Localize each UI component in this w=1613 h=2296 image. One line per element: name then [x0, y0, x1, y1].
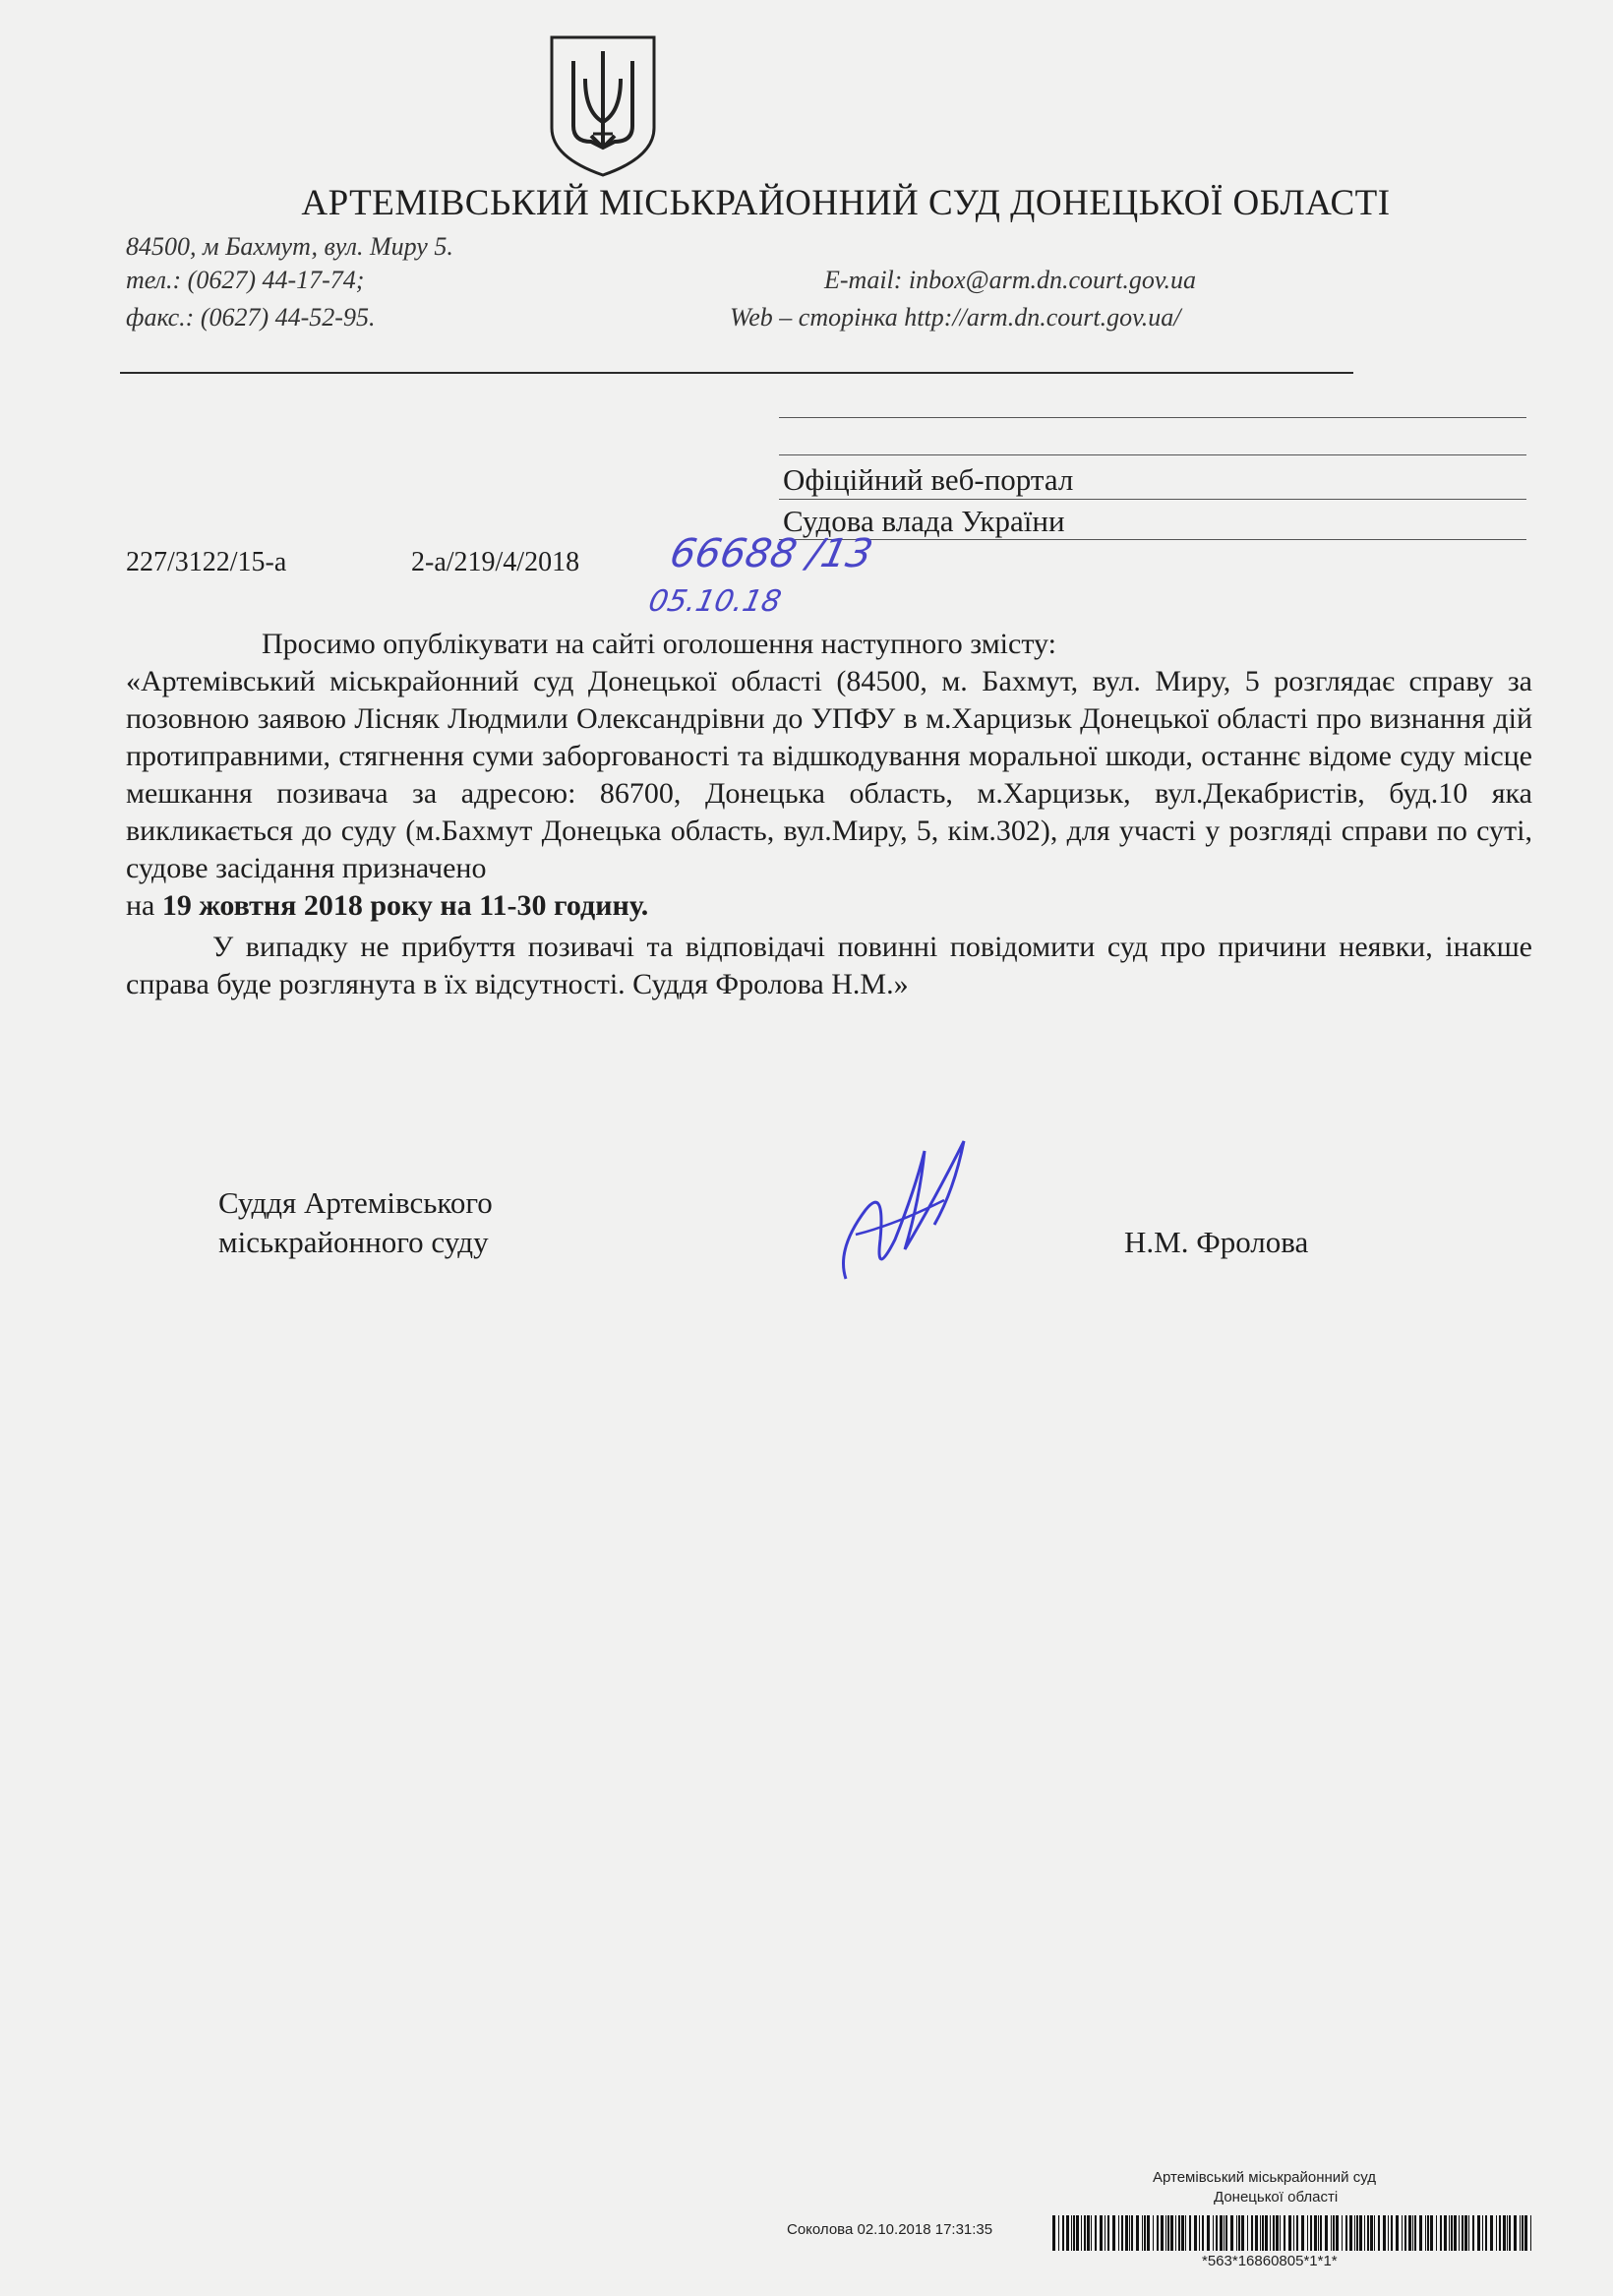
barcode-icon	[1052, 2215, 1534, 2251]
hearing-date-time: 19 жовтня 2018 року на 11-30 годину.	[161, 889, 649, 922]
judge-title-line2: міськрайонного суду	[218, 1225, 489, 1259]
recipient-line-4	[779, 539, 1526, 540]
recipient-line-3	[779, 499, 1526, 500]
case-number-2: 2-а/219/4/2018	[411, 547, 580, 577]
handwritten-number: 66688 /13	[666, 531, 877, 576]
judge-title	[218, 1183, 493, 1262]
intro-paragraph: Просимо опублікувати на сайті оголошення наступного змісту:	[262, 628, 1056, 660]
recipient-line2: Судова влада України	[783, 504, 1065, 538]
second-paragraph: У випадку не прибуття позивачі та відповідачі повинні повідомити суд про причини неявки, інакше справа буде розглянута в їх відсутності. Суддя Фролова Н.М.»	[126, 931, 1532, 1000]
stamp-court-line2: Донецької області	[1214, 2189, 1339, 2205]
judge-name: Н.М. Фролова	[1124, 1225, 1309, 1259]
recipient-line-2	[779, 454, 1526, 455]
barcode-number: *563*16860805*1*1*	[1202, 2253, 1338, 2269]
recipient-line1: Офіційний веб-портал	[783, 462, 1074, 497]
main-text: «Артемівський міськрайонний суд Донецької області (84500, м. Бахмут, вул. Миру, 5 розглядає справу за позовною заявою Лісняк Людмили Олександрівни до УПФУ в м.Харцизьк Донецької області про визнання дій протиправними, стягнення суми заборгованості та відшкодування моральної шкоди, останнє відоме суду місце мешкання позивача за адресою: 86700, Донецька область, м.Харцизьк, вул.Декабристів, буд.10 яка викликається до суду (м.Бахмут Донецька область, вул.Миру, 5, кім.302), для участі у розгляді справи по суті, судове засідання призначено	[126, 665, 1532, 884]
case-number-1: 227/3122/15-а	[126, 547, 287, 577]
header-divider	[120, 372, 1353, 374]
stamp-court-line1: Артемівський міськрайонний суд	[1153, 2169, 1376, 2186]
court-fax: факс.: (0627) 44-52-95.	[126, 303, 376, 332]
court-name: АРТЕМІВСЬКИЙ МІСЬКРАЙОННИЙ СУД ДОНЕЦЬКОЇ ОБЛАСТІ	[301, 183, 1391, 223]
court-phone: тел.: (0627) 44-17-74;	[126, 266, 365, 294]
court-address: 84500, м Бахмут, вул. Миру 5.	[126, 232, 453, 261]
recipient-line-top	[779, 417, 1526, 418]
coat-of-arms-icon	[544, 31, 662, 179]
announcement-body	[126, 626, 1532, 1003]
judge-title-line1: Суддя Артемівського	[218, 1185, 493, 1220]
court-web: Web – сторінка http://arm.dn.court.gov.ua/	[730, 303, 1181, 332]
signature-icon	[826, 1131, 984, 1289]
prefix-na: на	[126, 889, 155, 922]
court-email: E-mail: inbox@arm.dn.court.gov.ua	[824, 266, 1196, 294]
registrar-timestamp: Соколова 02.10.2018 17:31:35	[787, 2221, 993, 2238]
handwritten-date: 05.10.18	[645, 584, 785, 619]
main-paragraph	[126, 663, 1532, 925]
